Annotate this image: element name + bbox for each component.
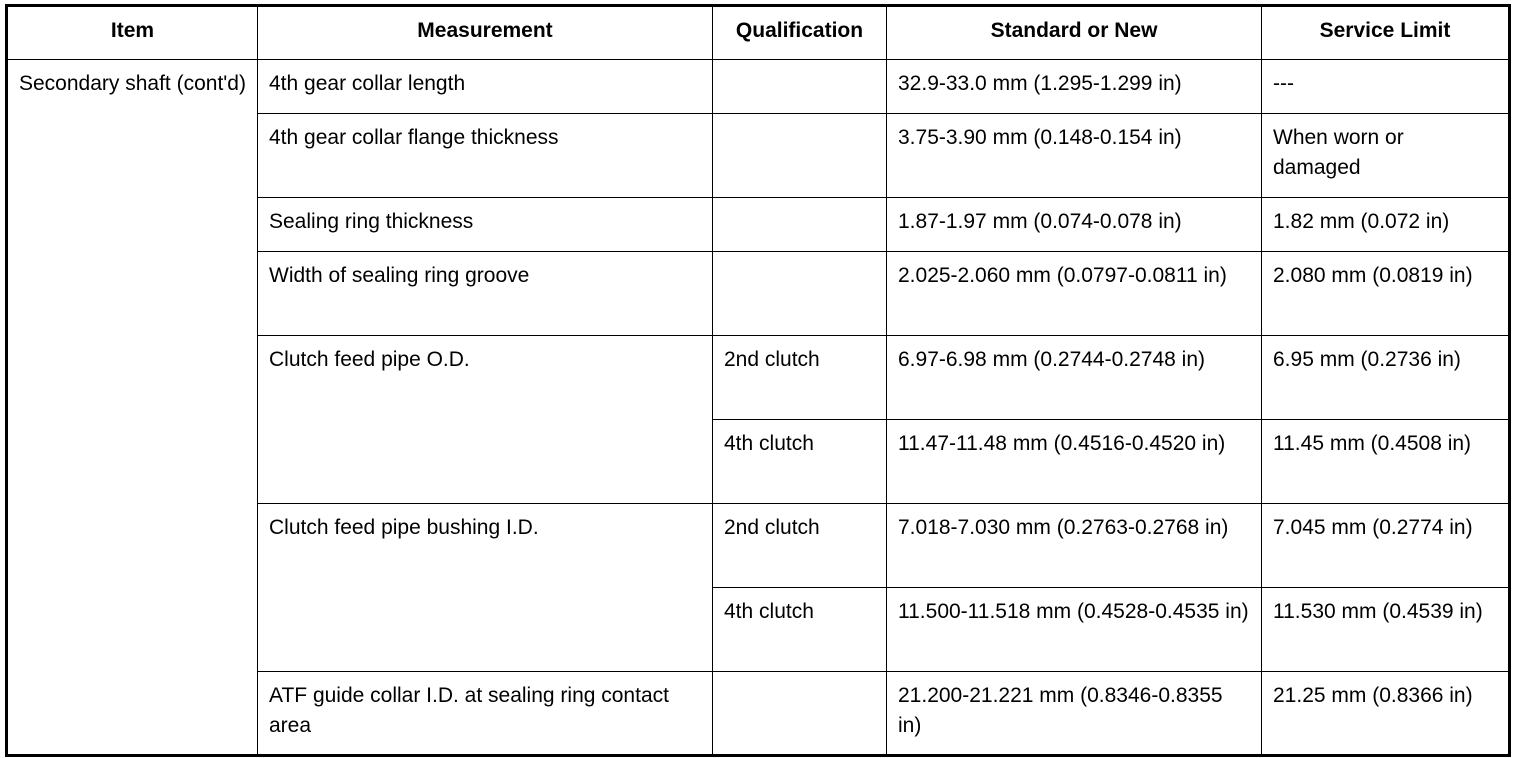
service-limit-cell: --- [1262, 60, 1510, 114]
measurement-cell: Width of sealing ring groove [258, 252, 713, 336]
service-limit-cell: 11.45 mm (0.4508 in) [1262, 420, 1510, 504]
qualification-cell: 2nd clutch [713, 504, 887, 588]
header-service-limit: Service Limit [1262, 6, 1510, 60]
item-cell: Secondary shaft (cont'd) [7, 60, 258, 756]
qualification-cell [713, 252, 887, 336]
header-standard: Standard or New [887, 6, 1262, 60]
header-measurement: Measurement [258, 6, 713, 60]
header-qualification: Qualification [713, 6, 887, 60]
standard-cell: 1.87-1.97 mm (0.074-0.078 in) [887, 198, 1262, 252]
service-limit-cell: 7.045 mm (0.2774 in) [1262, 504, 1510, 588]
measurement-cell: Clutch feed pipe bushing I.D. [258, 504, 713, 672]
measurement-cell: Sealing ring thickness [258, 198, 713, 252]
standard-cell: 6.97-6.98 mm (0.2744-0.2748 in) [887, 336, 1262, 420]
service-limit-cell: 1.82 mm (0.072 in) [1262, 198, 1510, 252]
header-row [7, 6, 1510, 60]
spec-table [5, 4, 1511, 757]
qualification-cell: 2nd clutch [713, 336, 887, 420]
standard-cell: 7.018-7.030 mm (0.2763-0.2768 in) [887, 504, 1262, 588]
qualification-cell [713, 198, 887, 252]
standard-cell: 11.47-11.48 mm (0.4516-0.4520 in) [887, 420, 1262, 504]
qualification-cell: 4th clutch [713, 588, 887, 672]
header-item: Item [7, 6, 258, 60]
measurement-cell: 4th gear collar length [258, 60, 713, 114]
measurement-cell: ATF guide collar I.D. at sealing ring contact area [258, 672, 713, 756]
table-row [7, 60, 1510, 114]
standard-cell: 32.9-33.0 mm (1.295-1.299 in) [887, 60, 1262, 114]
standard-cell: 21.200-21.221 mm (0.8346-0.8355 in) [887, 672, 1262, 756]
standard-cell: 11.500-11.518 mm (0.4528-0.4535 in) [887, 588, 1262, 672]
qualification-cell [713, 114, 887, 198]
qualification-cell [713, 60, 887, 114]
service-limit-cell: 2.080 mm (0.0819 in) [1262, 252, 1510, 336]
qualification-cell [713, 672, 887, 756]
standard-cell: 2.025-2.060 mm (0.0797-0.0811 in) [887, 252, 1262, 336]
service-limit-cell: 6.95 mm (0.2736 in) [1262, 336, 1510, 420]
service-limit-cell: 11.530 mm (0.4539 in) [1262, 588, 1510, 672]
service-limit-cell: When worn or damaged [1262, 114, 1510, 198]
qualification-cell: 4th clutch [713, 420, 887, 504]
standard-cell: 3.75-3.90 mm (0.148-0.154 in) [887, 114, 1262, 198]
measurement-cell: 4th gear collar flange thickness [258, 114, 713, 198]
service-limit-cell: 21.25 mm (0.8366 in) [1262, 672, 1510, 756]
measurement-cell: Clutch feed pipe O.D. [258, 336, 713, 504]
